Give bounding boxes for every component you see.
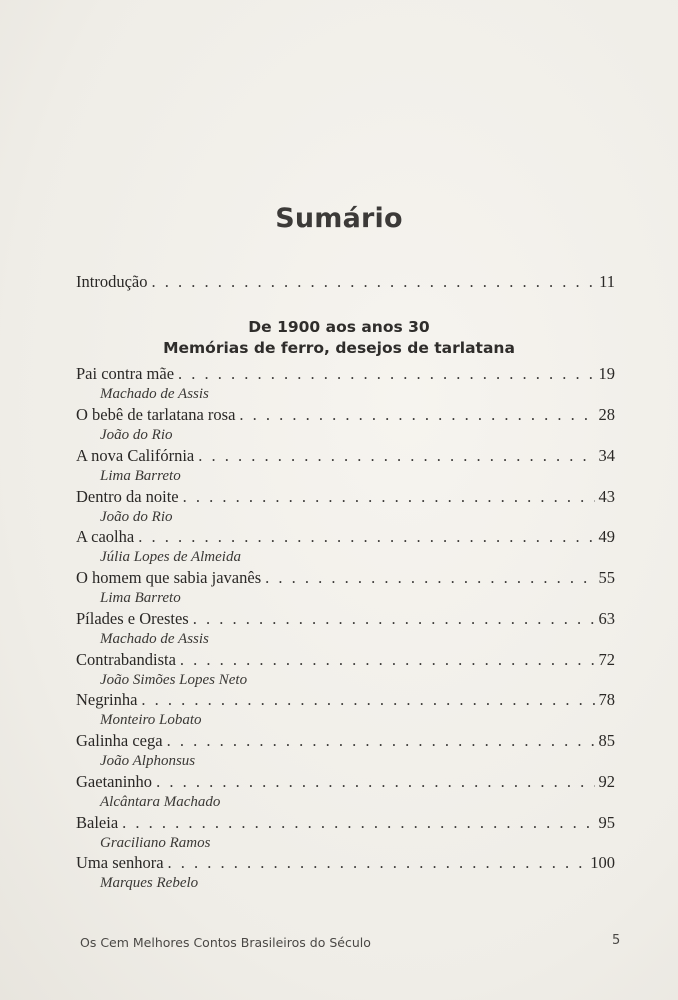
toc-entry-author: Marques Rebelo bbox=[100, 875, 199, 891]
dot-leader bbox=[122, 813, 594, 833]
toc-entry-title: A nova Califórnia bbox=[76, 446, 195, 465]
toc-entry bbox=[76, 690, 615, 712]
toc-entry-author: Monteiro Lobato bbox=[100, 712, 202, 728]
toc-entry-author: Júlia Lopes de Almeida bbox=[100, 549, 241, 565]
toc-entry bbox=[76, 609, 615, 631]
dot-leader bbox=[265, 568, 594, 588]
dot-leader bbox=[167, 731, 595, 751]
toc-entry-page: 95 bbox=[598, 813, 615, 832]
page-number: 5 bbox=[612, 933, 621, 948]
dot-leader bbox=[141, 690, 594, 710]
toc-entry-page: 78 bbox=[598, 690, 615, 709]
toc-entry-author: João do Rio bbox=[100, 427, 173, 443]
toc-entry bbox=[76, 772, 615, 794]
page-title: Sumário bbox=[275, 203, 403, 234]
toc-entry-title: Negrinha bbox=[76, 690, 138, 709]
dot-leader bbox=[239, 405, 594, 425]
running-footer-title: Os Cem Melhores Contos Brasileiros do Século bbox=[80, 935, 371, 950]
toc-entry-title: O homem que sabia javanês bbox=[76, 568, 262, 587]
dot-leader bbox=[198, 446, 594, 466]
toc-entry-title: O bebê de tarlatana rosa bbox=[76, 405, 236, 424]
toc-entry-title: Dentro da noite bbox=[76, 487, 179, 506]
toc-entry bbox=[76, 731, 615, 753]
toc-entry-intro bbox=[76, 272, 615, 294]
toc-entry-author: João Simões Lopes Neto bbox=[100, 672, 248, 688]
toc-entry-author: Graciliano Ramos bbox=[100, 835, 211, 851]
toc-entry-title: Baleia bbox=[76, 813, 119, 832]
toc-entry-page: 11 bbox=[599, 272, 615, 291]
toc-entry bbox=[76, 527, 615, 549]
toc-entry-page: 28 bbox=[598, 405, 615, 424]
toc-entry-author: Machado de Assis bbox=[100, 386, 209, 402]
toc-entry bbox=[76, 813, 615, 835]
dot-leader bbox=[180, 650, 595, 670]
toc-entry-page: 55 bbox=[598, 568, 615, 587]
toc-entry bbox=[76, 405, 615, 427]
toc-entry-title: A caolha bbox=[76, 527, 135, 546]
dot-leader bbox=[151, 272, 595, 292]
section-heading-subtitle: Memórias de ferro, desejos de tarlatana bbox=[163, 339, 515, 357]
toc-entry bbox=[76, 487, 615, 509]
toc-entry-page: 19 bbox=[598, 364, 615, 383]
toc-entry-page: 72 bbox=[598, 650, 615, 669]
toc-entry bbox=[76, 568, 615, 590]
dot-leader bbox=[156, 772, 594, 792]
toc-entry-author: Alcântara Machado bbox=[100, 794, 221, 810]
dot-leader bbox=[193, 609, 595, 629]
dot-leader bbox=[178, 364, 594, 384]
toc-entry bbox=[76, 650, 615, 672]
dot-leader bbox=[168, 853, 587, 873]
toc-entry-title: Galinha cega bbox=[76, 731, 163, 750]
toc-entry bbox=[76, 853, 615, 875]
toc-entry-author: João do Rio bbox=[100, 509, 173, 525]
toc-entry-page: 92 bbox=[598, 772, 615, 791]
toc-entry bbox=[76, 364, 615, 386]
toc-entry-title: Pílades e Orestes bbox=[76, 609, 189, 628]
toc-entry-author: Lima Barreto bbox=[100, 468, 181, 484]
toc-entry-page: 100 bbox=[590, 853, 615, 872]
toc-entry-title: Pai contra mãe bbox=[76, 364, 175, 383]
toc-entry-title: Gaetaninho bbox=[76, 772, 153, 791]
toc-entry-title: Contrabandista bbox=[76, 650, 176, 669]
toc-entry-title: Introdução bbox=[76, 272, 148, 291]
toc-entry-author: Lima Barreto bbox=[100, 590, 181, 606]
toc-entry-page: 85 bbox=[598, 731, 615, 750]
toc-entry bbox=[76, 446, 615, 468]
toc-entry-title: Uma senhora bbox=[76, 853, 164, 872]
toc-entry-page: 49 bbox=[598, 527, 615, 546]
toc-entry-author: Machado de Assis bbox=[100, 631, 209, 647]
toc-entry-page: 43 bbox=[598, 487, 615, 506]
section-heading-period: De 1900 aos anos 30 bbox=[248, 318, 430, 336]
toc-entry-page: 63 bbox=[598, 609, 615, 628]
dot-leader bbox=[138, 527, 594, 547]
toc-entry-author: João Alphonsus bbox=[100, 753, 196, 769]
toc-entry-page: 34 bbox=[598, 446, 615, 465]
dot-leader bbox=[183, 487, 595, 507]
